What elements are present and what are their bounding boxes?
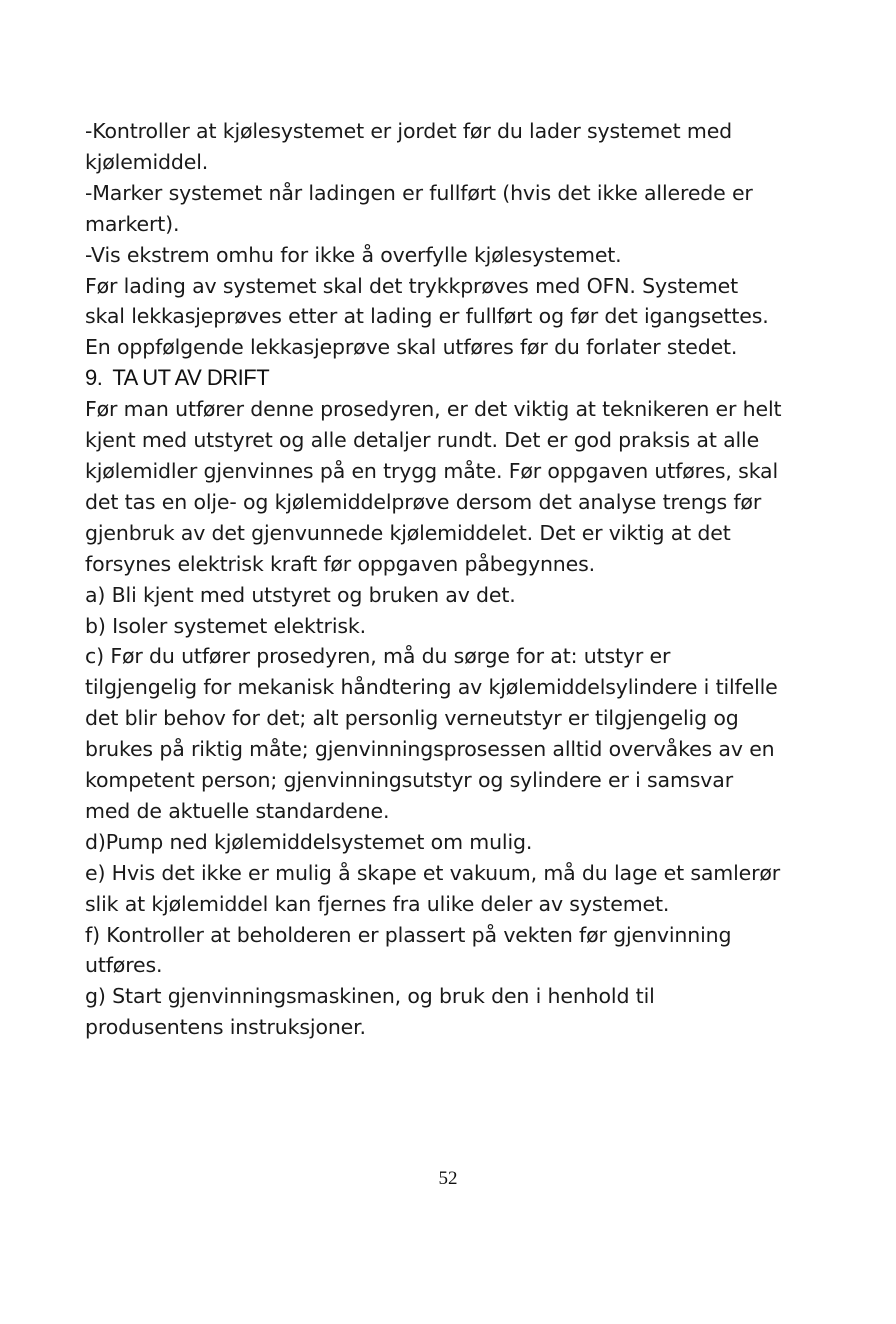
text-line: kjent med utstyret og alle detaljer rundt. Det er god praksis at alle — [85, 428, 760, 453]
list-item: c) Før du utfører prosedyren, må du sørge for at: utstyr er — [85, 644, 671, 669]
text-line: Før man utfører denne prosedyren, er det viktig at teknikeren er helt — [85, 397, 782, 422]
text-line: -Kontroller at kjølesystemet er jordet før du lader systemet med — [85, 119, 733, 143]
text-line: -Vis ekstrem omhu for ikke å overfylle kjølesystemet. — [85, 242, 622, 267]
list-item: g) Start gjenvinningsmaskinen, og bruk den i henhold til — [85, 984, 655, 1009]
document-page — [85, 116, 877, 1043]
text-line: Før lading av systemet skal det trykkprøves med OFN. Systemet — [85, 273, 739, 298]
text-line: kompetent person; gjenvinningsutstyr og sylindere er i samsvar — [85, 768, 733, 793]
text-line: det blir behov for det; alt personlig verneutstyr er tilgjengelig og — [85, 706, 739, 731]
text-line: utføres. — [85, 953, 163, 978]
section-title: TA UT AV DRIFT — [112, 365, 270, 391]
list-item: b) Isoler systemet elektrisk. — [85, 613, 366, 638]
text-line: kjølemidler gjenvinnes på en trygg måte. Før oppgaven utføres, skal — [85, 458, 779, 483]
text-line: -Marker systemet når ladingen er fullført (hvis det ikke allerede er — [85, 180, 753, 205]
text-line: En oppfølgende lekkasjeprøve skal utføres før du forlater stedet. — [85, 335, 738, 360]
text-line: slik at kjølemiddel kan fjernes fra ulike deler av systemet. — [85, 891, 670, 916]
text-line: skal lekkasjeprøves etter at lading er fullført og før det igangsettes. — [85, 304, 769, 329]
list-item: a) Bli kjent med utstyret og bruken av det. — [85, 582, 516, 607]
page-number: 52 — [438, 1168, 458, 1189]
text-line: produsentens instruksjoner. — [85, 1015, 366, 1040]
text-line: markert). — [85, 211, 180, 236]
section-number: 9. — [85, 365, 103, 391]
text-line: gjenbruk av det gjenvunnede kjølemiddelet. Det er viktig at det — [85, 520, 731, 545]
text-line: kjølemiddel. — [85, 149, 209, 174]
list-item: e) Hvis det ikke er mulig å skape et vakuum, må du lage et samlerør — [85, 860, 781, 885]
section-heading — [85, 363, 877, 394]
text-line: forsynes elektrisk kraft før oppgaven påbegynnes. — [85, 551, 595, 576]
list-item: d)Pump ned kjølemiddelsystemet om mulig. — [85, 829, 533, 854]
list-item: f) Kontroller at beholderen er plassert på vekten før gjenvinning — [85, 922, 732, 947]
text-line: det tas en olje- og kjølemiddelprøve dersom det analyse trengs før — [85, 489, 762, 514]
text-line: med de aktuelle standardene. — [85, 798, 390, 823]
text-line: brukes på riktig måte; gjenvinningsprosessen alltid overvåkes av en — [85, 737, 775, 762]
text-line: tilgjengelig for mekanisk håndtering av kjølemiddelsylindere i tilfelle — [85, 675, 778, 700]
